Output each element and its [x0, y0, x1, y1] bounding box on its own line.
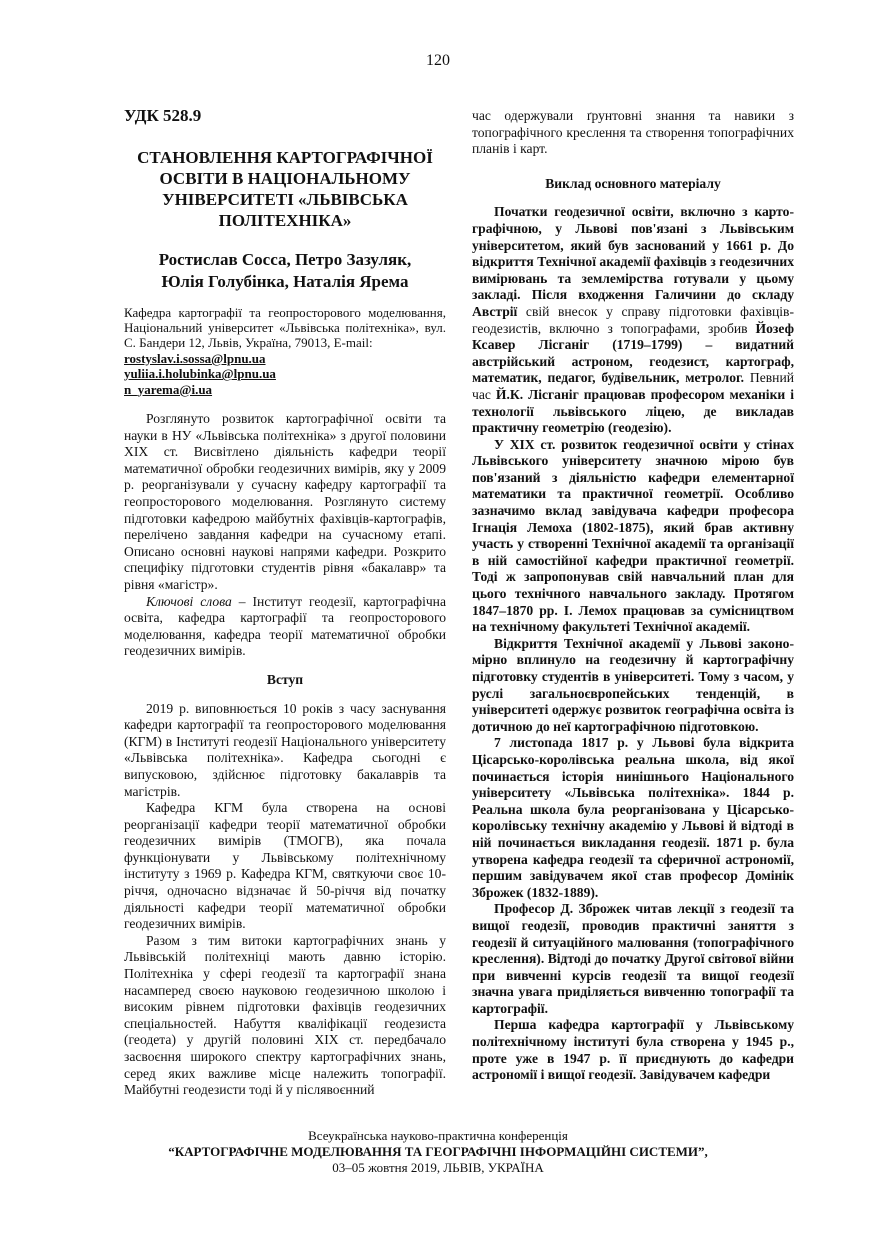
main-paragraph-1 [472, 204, 794, 436]
paper-title: СТАНОВЛЕННЯ КАРТОГРАФІЧНОЇ ОСВІТИ В НАЦІОНАЛЬНОМУ УНІВЕРСИТЕТІ «ЛЬВІВСЬКА ПОЛІТЕХНІКА» [137, 147, 433, 230]
intro-heading: Вступ [266, 671, 304, 687]
email-list [124, 351, 446, 397]
intro-paragraph-3: Разом з тим витоки картографічних знань у Львівській політехніці мають давню історію. Політехніка у сфері геодезії та картографії знана насамперед своєю науковою геодезичною школою і високим рівнем підготовки фахівців геодезичних спеціальностей. Набуття кваліфікації геодезиста (геодета) у другій половині ХІХ ст. передбачало засвоєння широкого спектру картографічних знань, серед яких важливе місце належить топографії. Майбутні геодезисти тоді й у післявоєнний [124, 932, 446, 1098]
keywords-label: Ключові слова [146, 593, 232, 609]
intro-paragraph-2: Кафедра КГМ була створена на основі реорганізації кафедри теорії математичної обробки геодезичних вимірів (ТМОГВ), яка почала функціонувати у Львівському політехнічному інституту з 1969 р. Кафедра КГМ, святкуючи своє 10-річчя, одночасно відзначає й 50-річчя від початку діяльності кафедри теорії математичної обробки геодезичних вимірів. [124, 800, 446, 932]
main-paragraph-6: Перша кафедра картографії у Львівському політехнічному інституті була створена у 1945 р., проте уже в 1947 р. її приєднують до кафедри астрономії і вищої геодезії. Завідувачем кафедри [472, 1017, 794, 1083]
main-paragraph-5: Професор Д. Зброжек читав лекції з геодезії та вищої геодезії, проводив практичні заняття з геодезії й ситуаційного малювання (топографічного креслення). Відтоді до початку Другої світової війни при вивченні курсів геодезії та вищої геодезії значна увага приділяється вивченню топографії та картографії. [472, 901, 794, 1016]
main-p1-plain-d: Певний час [472, 370, 794, 402]
footer [0, 1128, 876, 1176]
keywords [124, 594, 446, 660]
abstract: Розглянуто розвиток картографічної освіти та науки в НУ «Львівська політехніка» з другої половини ХІХ ст. Висвітлено діяльність кафедри теорії математичної обробки геодезичних вимірів, яку у 2009 р. реорганізували у сучасну кафедру картографії та геопросторового моделювання. Розглянуто систему підготовки кафедрою майбутніх фахівців-картографів, перелічено завдання кафедри на сучасному етапі. Описано основні наукові напрями кафедри. Розкрито специфіку підготовки студентів рівня «бакалавр» та рівня «магістр». [124, 411, 446, 592]
main-paragraph-3: Відкриття Технічної академії у Львові закономірно вплинуло на геодезичну й картографічну підготовку студентів в університеті. Тому з часом, у руслі загальноєвропейських тенденцій, в університеті одержує розвиток географічна освіта із дотичною до неї картографічною підготовкою. [472, 635, 794, 734]
main-paragraph-4: 7 листопада 1817 р. у Львові була відкрита Цісарсько-королівська реальна школа, від якої починається історія нинішнього Національного університету «Львівська політехніка». 1844 р. Реальна школа була реорганізована у Цісарсько-королівську технічну академію у Львові й відтоді в ній починається викладання геодезії. 1871 р. була утворена кафедра геодезії та сферичної астрономії, першим завідувачем якої став професор Домінік Зброжек (1832-1889). [472, 735, 794, 900]
right-column [472, 108, 794, 1084]
footer-line-1: Всеукраїнська науково-практична конференція [308, 1128, 568, 1143]
continuation-paragraph: час одержували ґрунтовні знання та навики з топографічного креслення та створення топографічних планів і карт. [472, 108, 794, 157]
main-p1-bold-c: Йозеф Ксавер Лісганіг (1719–1799) – видатний австрійський астроном, геодезист, картограф, математик, педагог, будівельник, метролог. [472, 320, 794, 386]
email-2[interactable]: yuliia.i.holubinka@lpnu.ua [124, 366, 276, 382]
udc-code: УДК 528.9 [124, 106, 202, 125]
main-paragraph-2: У ХІХ ст. розвиток геодезичної освіти у стінах Львівського університету значною мірою був пов'язаний з діяльністю кафедри елементарної математики та практичної геометрії. Особливо зазначимо вклад завідувача кафедри професора Ігнація Лемоха (1802-1875), який брав активну участь у створенні Технічної академії та організації в ній самостійної кафедри практичної геометрії. Тоді ж запропонував свій навчальний план для цього технічного навчального закладу. Протягом 1847–1870 рр. І. Лемох працював за сумісництвом на технічному факультеті Технічної академії. [472, 436, 794, 635]
main-p1-plain-b: свій внесок у справу підготовки фахівців-геодезистів, включно з топографами, зробив [472, 303, 794, 336]
footer-line-3: 03–05 жовтня 2019, ЛЬВІВ, УКРАЇНА [332, 1160, 544, 1175]
intro-paragraph-1: 2019 р. виповнюється 10 років з часу заснування кафедри картографії та геопросторового моделювання (КГМ) в Інституті геодезії Національного університету «Львівська політехніка». Кафедра сьогодні є випусковою, здійснює підготовку бакалаврів та магістрів. [124, 700, 446, 799]
page-number: 120 [426, 52, 450, 69]
main-heading: Виклад основного матеріалу [545, 175, 721, 191]
affiliation: Кафедра картографії та геопросторового моделювання, Національний університет «Львівська політехніка», вул. С. Бандери 12, Львів, Україна, 79013, E-mail: [124, 304, 446, 351]
keywords-text: – Інститут геодезії, картографічна освіта, кафедра картографії та геопросторового моделювання, кафедра теорії математичної обробки геодезичних вимірів. [124, 593, 446, 659]
authors-line-2: Юлія Голубінка, Наталія Ярема [161, 271, 409, 291]
authors [124, 249, 446, 293]
email-1[interactable]: rostyslav.i.sossa@lpnu.ua [124, 350, 266, 366]
left-column [124, 108, 446, 1099]
authors-line-1: Ростислав Сосса, Петро Зазуляк, [158, 249, 412, 269]
footer-conference-title: “КАРТОГРАФІЧНЕ МОДЕЛЮВАННЯ ТА ГЕОГРАФІЧНІ ІНФОРМАЦІЙНІ СИСТЕМИ”, [168, 1144, 708, 1159]
main-p1-bold-a: Початки геодезичної освіти, включно з картографічною, у Львові пов'язані з Львівським університетом, який був заснований у 1661 р. До відкриття Технічної академії фахівців з геодезичних вимірювань та землемірства готували у цьому закладі. Після входження Галичини до складу Австрії [472, 204, 794, 319]
email-3[interactable]: n_yarema@i.ua [124, 381, 213, 397]
main-p1-bold-e: Й.К. Лісганіг працював професором механіки і технології львівського ліцею, де викладав практичну геометрію (геодезію). [472, 386, 794, 436]
